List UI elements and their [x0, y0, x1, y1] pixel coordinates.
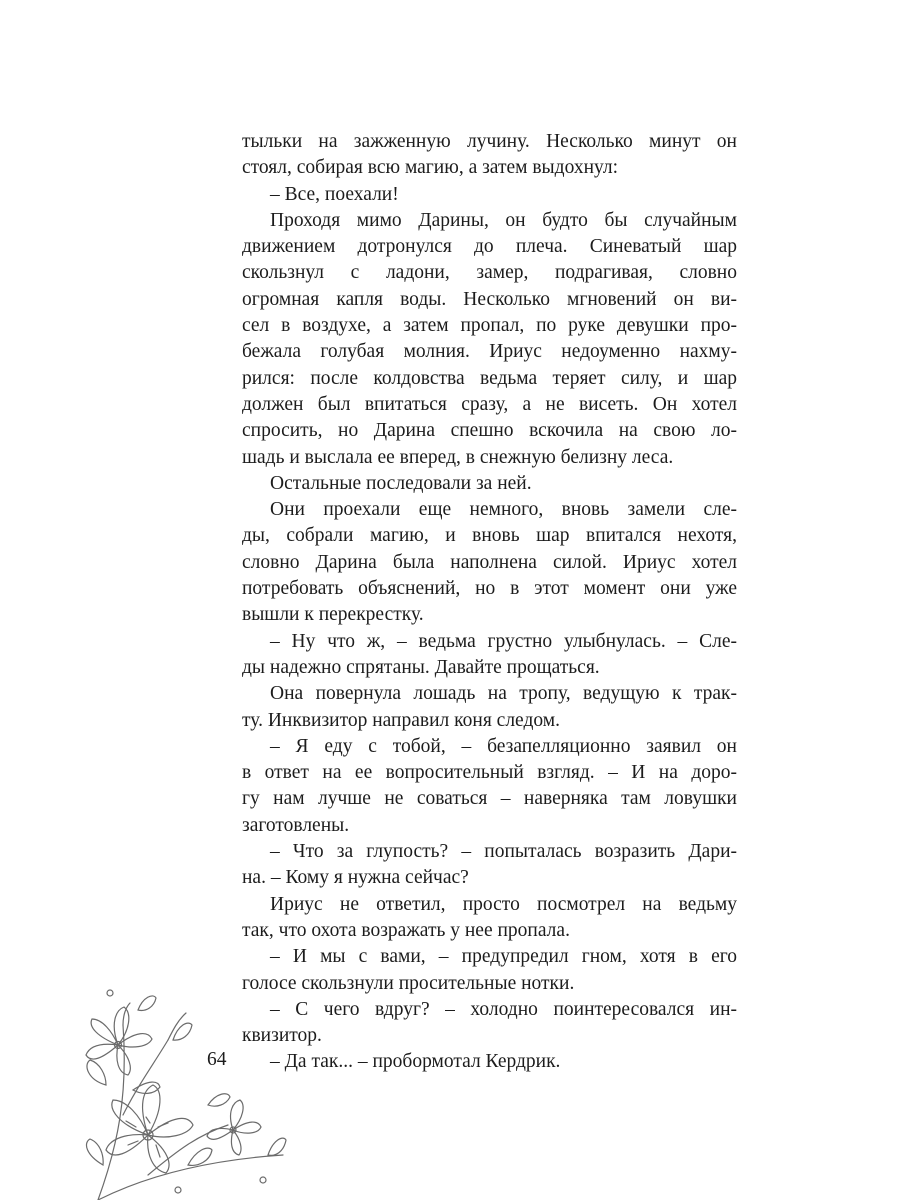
text-line: тыльки на зажженную лучину. Несколько минут он [242, 131, 737, 152]
text-line: вышли к перекрестку. [242, 604, 424, 626]
text-line: Остальные последовали за ней. [270, 472, 532, 494]
text-line: Проходя мимо Дарины, он будто бы случайным [270, 209, 737, 231]
text-line: Они проехали еще немного, вновь замели сле- [270, 499, 737, 521]
text-line: Ириус не ответил, просто посмотрел на ведьму [270, 893, 737, 915]
text-line: движением дотронулся до плеча. Синеватый шар [242, 236, 737, 258]
text-line: – Что за глупость? – попыталась возразить Дари- [270, 841, 737, 863]
text-line: словно Дарина была наполнена силой. Ириус хотел [242, 551, 737, 573]
text-line: заготовлены. [242, 814, 350, 836]
text-line: Она повернула лошадь на тропу, ведущую к трак- [270, 683, 737, 705]
text-line: ды надежно спрятаны. Давайте прощаться. [242, 656, 600, 678]
text-line: голосе скользнули просительные нотки. [242, 972, 575, 994]
text-line: бежала голубая молния. Ириус недоуменно нахму- [242, 341, 737, 363]
text-line: огромная капля воды. Несколько мгновений он ви- [242, 288, 737, 310]
text-line: квизитор. [242, 1025, 322, 1047]
text-line: ды, собрали магию, и вновь шар впитался нехотя, [242, 525, 737, 547]
text-line: должен был впитаться сразу, а не висеть. Он хотел [242, 393, 737, 415]
text-line: гу нам лучше не соваться – наверняка там ловушки [242, 788, 737, 810]
text-line: на. – Кому я нужна сейчас? [242, 867, 469, 889]
text-line: сел в воздухе, а затем пропал, по руке девушки про- [242, 315, 737, 337]
text-line: – Ну что ж, – ведьма грустно улыбнулась. – Сле- [270, 630, 737, 652]
text-line: рился: после колдовства ведьма теряет силу, и шар [242, 367, 737, 389]
text-line: в ответ на ее вопросительный взгляд. – И на доро- [242, 762, 737, 784]
text-line: стоял, собирая всю магию, а затем выдохнул: [242, 157, 619, 179]
text-line: – Да так... – пробормотал Кердрик. [270, 1051, 561, 1073]
page-number: 64 [207, 1049, 227, 1070]
text-line: потребовать объяснений, но в этот момент они уже [242, 578, 737, 600]
text-line: шадь и выслала ее вперед, в снежную белизну леса. [242, 446, 674, 468]
body-text [242, 129, 737, 1076]
text-line: – С чего вдруг? – холодно поинтересовался ин- [270, 998, 737, 1020]
text-line: ту. Инквизитор направил коня следом. [242, 709, 560, 731]
text-line: скользнул с ладони, замер, подрагивая, словно [242, 262, 737, 284]
floral-corner-ornament-icon [78, 985, 288, 1200]
text-line: так, что охота возражать у нее пропала. [242, 919, 570, 941]
text-line: спросить, но Дарина спешно вскочила на свою ло- [242, 420, 737, 442]
text-line: – И мы с вами, – предупредил гном, хотя в его [270, 946, 737, 968]
text-line: – Я еду с тобой, – безапелляционно заявил он [270, 735, 737, 757]
text-line: – Все, поехали! [270, 183, 399, 205]
